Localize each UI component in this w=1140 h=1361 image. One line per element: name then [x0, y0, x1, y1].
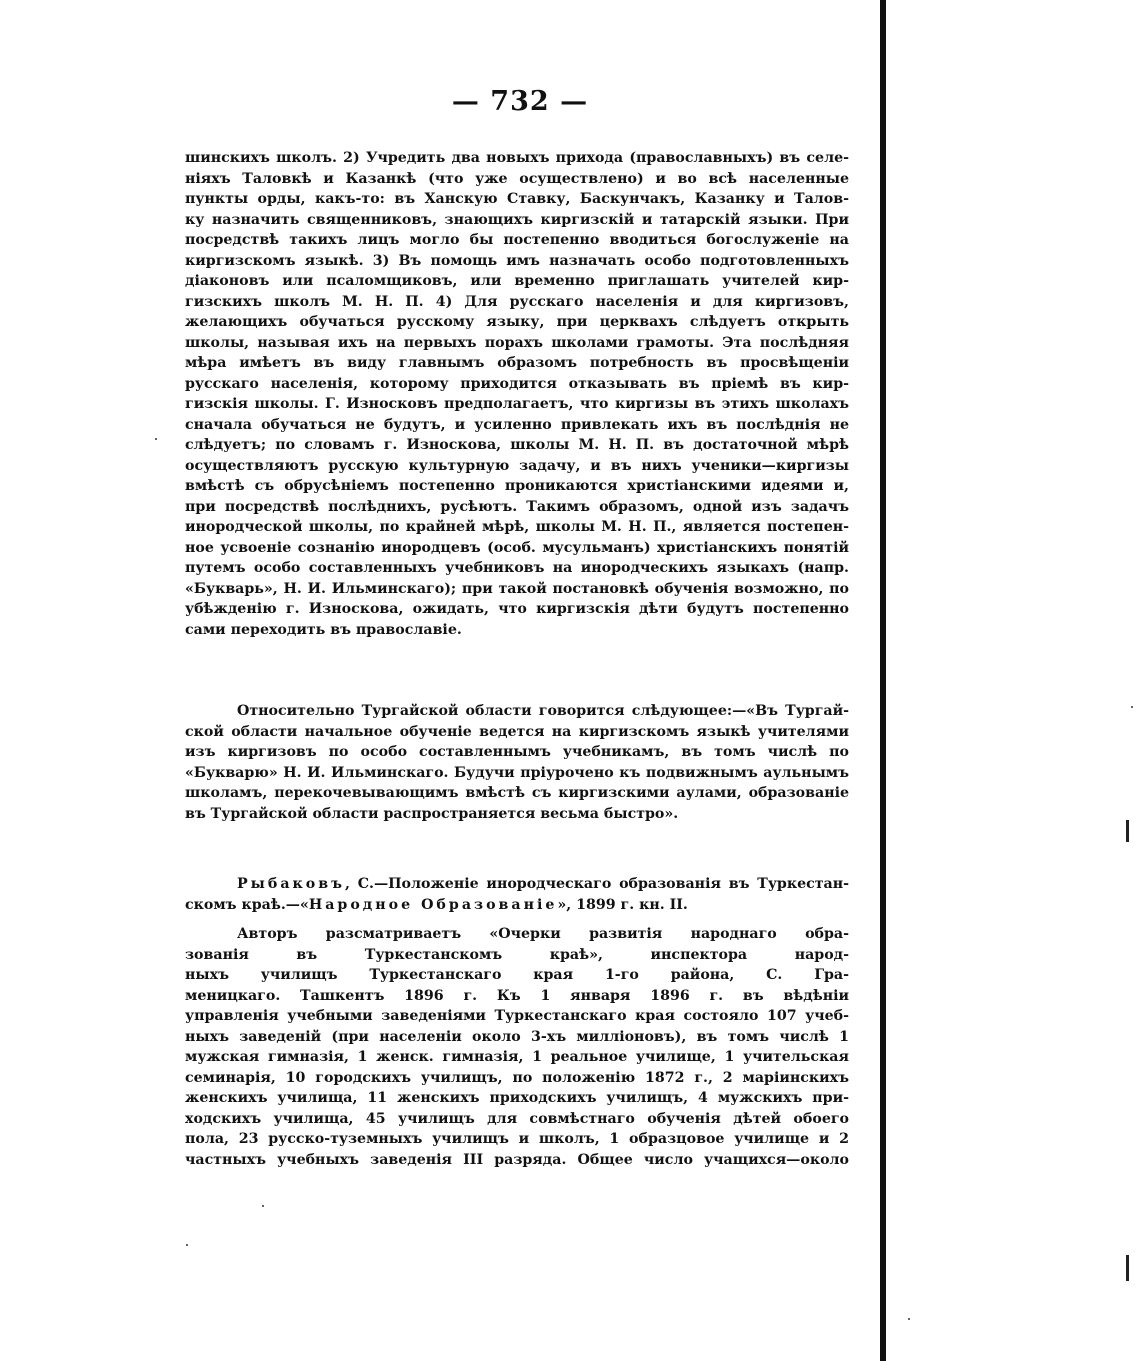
paragraph-3	[185, 924, 849, 1170]
edge-mark	[1126, 1255, 1129, 1281]
scan-speck	[262, 1205, 264, 1207]
text-line: путемъ особо составленныхъ учебниковъ на инородческихъ языкахъ (напр.	[185, 560, 849, 576]
text-line: слѣдуетъ; по словамъ г. Износкова, школы М. Н. П. въ достаточной мѣрѣ	[185, 437, 849, 453]
text-line: посредствѣ такихъ лицъ могло бы постепенно вводиться богослуженіе на	[185, 232, 849, 248]
text-line: школамъ, перекочевывающимъ вмѣстѣ съ киргизскими аулами, образованіе	[185, 785, 849, 801]
scan-speck	[186, 1244, 188, 1246]
text-line: ныхъ заведеній (при населеніи около 3-хъ милліоновъ), въ томъ числѣ 1	[185, 1028, 849, 1045]
text-line: при посредствѣ послѣднихъ, русѣютъ. Такимъ образомъ, одной изъ задачъ	[185, 498, 849, 515]
entry-journal: Народное Образованіе	[308, 896, 558, 913]
text-line: зованія въ Туркестанскомъ краѣ», инспектора народ-	[185, 946, 849, 963]
text-line: сами переходить въ православіе.	[185, 621, 462, 638]
paragraph-1	[185, 148, 849, 640]
page-edge-rule	[880, 0, 886, 1361]
text-line: пункты орды, какъ-то: въ Ханскую Ставку, Баскунчакъ, Казанку и Талов-	[185, 191, 849, 207]
entry-heading-line	[185, 895, 849, 916]
text-line: «Букварю» Н. И. Ильминскаго. Будучи пріурочено къ подвижнымъ аульнымъ	[185, 764, 849, 781]
text-line: ходскихъ училища, 45 училищъ для совмѣстнаго обученія дѣтей обоего	[185, 1110, 849, 1127]
scan-speck	[1131, 706, 1133, 708]
text-line: ныхъ училищъ Туркестанскаго края 1-го района, С. Гра-	[185, 967, 849, 983]
text-line: управленія учебными заведеніями Туркестанскаго края состояло 107 учеб-	[185, 1008, 849, 1024]
page-number: — 732 —	[451, 86, 589, 117]
text-line: киргизскомъ языкѣ. 3) Въ помощь имъ назначать особо подготовленныхъ	[185, 252, 849, 269]
text-line: въ Тургайской области распространяется весьма быстро».	[185, 805, 679, 822]
text-line: ской области начальное обученіе ведется на киргизскомъ языкѣ учителями	[185, 723, 849, 740]
text-line: вмѣстѣ съ обрусѣніемъ постепенно проникаются христіанскими идеями и,	[185, 478, 849, 494]
text-line: частныхъ учебныхъ заведенія III разряда. Общее число учащихся—около	[185, 1151, 849, 1168]
text-line: осуществляютъ русскую культурную задачу, и въ нихъ ученики—киргизы	[185, 457, 849, 474]
entry-title-part: , С.—Положеніе инородческаго образованія въ Туркестан-	[345, 876, 849, 892]
text-line: изъ киргизовъ по особо составленнымъ учебникамъ, въ томъ числѣ по	[185, 744, 849, 760]
text-line: сначала обучаться не будутъ, и усиленно привлекать ихъ въ послѣднія не	[185, 416, 849, 433]
text-line: школы, называя ихъ на первыхъ порахъ школами грамоты. Эта послѣдняя	[185, 334, 849, 351]
text-line: желающихъ обучаться русскому языку, при церквахъ слѣдуетъ открыть	[185, 314, 849, 330]
edge-mark	[1126, 820, 1129, 842]
entry-heading-line	[185, 874, 849, 895]
text-line: ное усвоеніе сознанію инородцевъ (особ. мусульманъ) христіанскихъ понятій	[185, 539, 849, 556]
text-line: гизскихъ школъ М. Н. П. 4) Для русскаго населенія и для киргизовъ,	[185, 293, 849, 310]
text-line: «Букварь», Н. И. Ильминскаго); при такой постановкѣ обученія возможно, по	[185, 580, 849, 597]
text-line: діаконовъ или псаломщиковъ, или временно приглашать учителей кир-	[185, 273, 849, 289]
text-line: ніяхъ Таловкѣ и Казанкѣ (что уже осуществлено) и во всѣ населенные	[185, 170, 849, 187]
text-line: мѣра имѣетъ въ виду главнымъ образомъ потребность въ просвѣщеніи	[185, 355, 849, 371]
text-line: гизскія школы. Г. Износковъ предполагаетъ, что киргизы въ этихъ школахъ	[185, 396, 849, 412]
scan-speck	[908, 1318, 910, 1320]
text-line: Относительно Тургайской области говорится слѣдующее:—«Въ Тургай-	[237, 703, 849, 719]
text-line: ку назначить священниковъ, знающихъ киргизскій и татарскій языки. При	[185, 211, 849, 228]
text-line: инородческой школы, по крайней мѣрѣ, школы М. Н. П., является постепен-	[185, 519, 849, 535]
bibliographic-entry-heading	[185, 874, 849, 915]
text-line: убѣжденію г. Износкова, ожидать, что киргизскія дѣти будутъ постепенно	[185, 601, 849, 617]
text-line: шинскихъ школъ. 2) Учредить два новыхъ прихода (православныхъ) въ селе-	[185, 150, 849, 166]
text-line: Авторъ разсматриваетъ «Очерки развитія народнаго обра-	[237, 926, 849, 942]
entry-author: Рыбаковъ	[237, 876, 345, 892]
text-line: семинарія, 10 городскихъ училищъ, по положенію 1872 г., 2 маріинскихъ	[185, 1069, 849, 1086]
scan-speck	[155, 438, 157, 440]
text-line: женскихъ училища, 11 женскихъ приходскихъ училищъ, 4 мужскихъ при-	[185, 1090, 849, 1106]
text-line: русскаго населенія, которому приходится отказывать въ пріемѣ въ кир-	[185, 375, 849, 392]
text-line: пола, 23 русско-туземныхъ училищъ и школъ, 1 образцовое училище и 2	[185, 1131, 849, 1147]
text-line: мужская гимназія, 1 женск. гимназія, 1 реальное училище, 1 учительская	[185, 1049, 849, 1065]
text-line: меницкаго. Ташкентъ 1896 г. Къ 1 января 1896 г. въ вѣдѣніи	[185, 987, 849, 1004]
entry-source-details: », 1899 г. кн. II.	[557, 896, 688, 913]
entry-title-part: скомъ краѣ.—«	[185, 896, 309, 913]
paragraph-2	[185, 701, 849, 824]
